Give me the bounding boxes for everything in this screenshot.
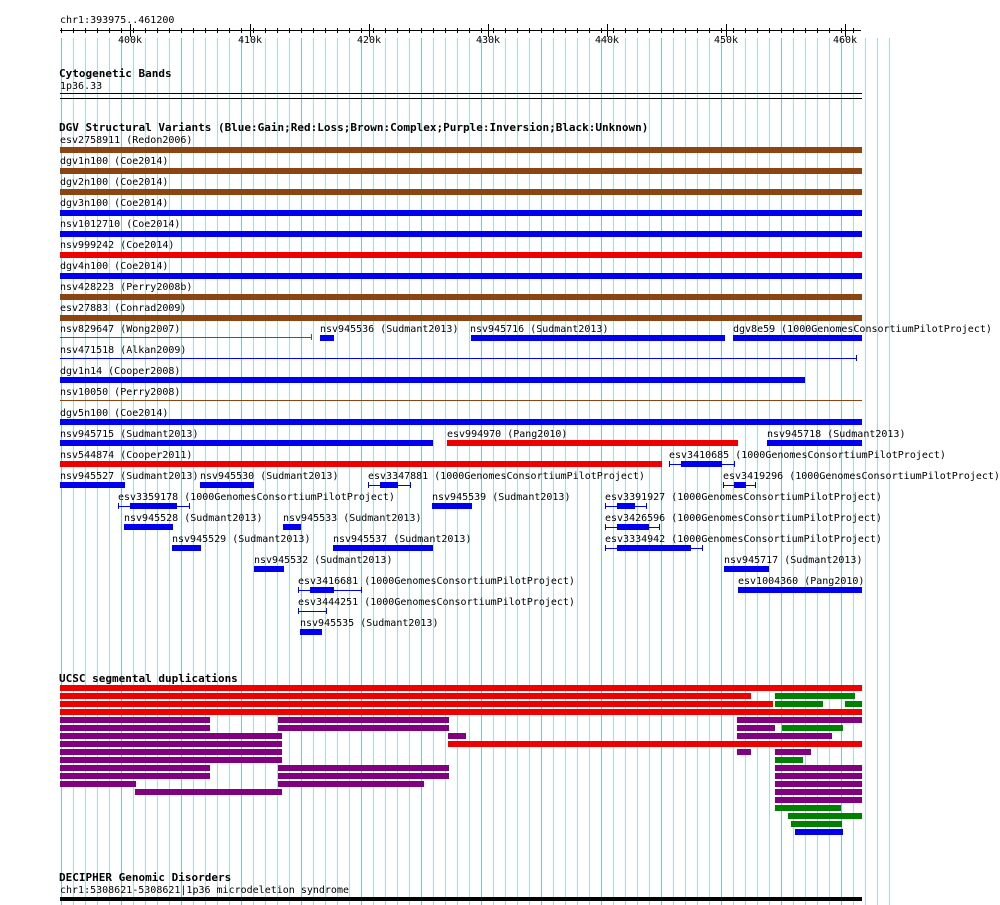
variant-bar-end[interactable]	[311, 334, 312, 340]
variant-bar[interactable]	[471, 335, 725, 341]
variant-bar[interactable]	[60, 252, 862, 258]
segdup-bar[interactable]	[278, 781, 424, 787]
variant-bar[interactable]	[310, 587, 334, 593]
variant-bar[interactable]	[300, 629, 322, 635]
variant-label[interactable]: nsv945528 (Sudmant2013)	[124, 513, 263, 524]
variant-bar[interactable]	[733, 335, 862, 341]
variant-bar[interactable]	[60, 419, 862, 425]
segdup-bar[interactable]	[737, 749, 751, 755]
variant-label[interactable]: nsv945536 (Sudmant2013)	[320, 324, 459, 335]
dgv-track-title: DGV Structural Variants (Blue:Gain;Red:Loss;Brown:Complex;Purple:Inversion;Black:Unknown)	[59, 121, 649, 134]
segdup-bar[interactable]	[795, 829, 843, 835]
variant-label[interactable]: dgv3n100 (Coe2014)	[60, 198, 169, 209]
variant-bar[interactable]	[60, 294, 862, 300]
variant-label[interactable]: nsv945529 (Sudmant2013)	[172, 534, 311, 545]
variant-bar[interactable]	[60, 273, 862, 279]
variant-label[interactable]: dgv1n14 (Cooper2008)	[60, 366, 181, 377]
variant-bar[interactable]	[617, 524, 649, 530]
segdup-bar[interactable]	[448, 741, 862, 747]
segdup-bar[interactable]	[60, 741, 282, 747]
variant-label[interactable]: nsv10050 (Perry2008)	[60, 387, 181, 398]
variant-bar-end[interactable]	[326, 608, 327, 614]
ruler-tick-label: 460k	[833, 35, 858, 46]
segdup-bar[interactable]	[775, 693, 855, 699]
variant-bar[interactable]	[200, 482, 254, 488]
variant-label[interactable]: nsv1012710 (Coe2014)	[60, 219, 181, 230]
variant-label[interactable]: esv994970 (Pang2010)	[447, 429, 568, 440]
segdup-bar[interactable]	[775, 805, 841, 811]
segdup-bar[interactable]	[448, 733, 466, 739]
variant-bar[interactable]	[60, 482, 125, 488]
segdup-bar[interactable]	[60, 693, 751, 699]
variant-label[interactable]: esv3444251 (1000GenomesConsortiumPilotProject)	[298, 597, 575, 608]
variant-bar-end[interactable]	[856, 355, 857, 361]
variant-bar[interactable]	[60, 147, 862, 153]
variant-bar[interactable]	[767, 440, 862, 446]
variant-bar[interactable]	[380, 482, 398, 488]
segdup-bar[interactable]	[60, 773, 210, 779]
variant-label[interactable]: nsv945717 (Sudmant2013)	[724, 555, 863, 566]
variant-bar-end[interactable]	[755, 482, 756, 488]
variant-label[interactable]: esv2758911 (Redon2006)	[60, 135, 193, 146]
segdup-bar[interactable]	[737, 717, 862, 723]
variant-bar[interactable]	[738, 587, 862, 593]
variant-label[interactable]: nsv829647 (Wong2007)	[60, 324, 181, 335]
variant-label[interactable]: dgv8e59 (1000GenomesConsortiumPilotProject)	[733, 324, 992, 335]
variant-label[interactable]: nsv945535 (Sudmant2013)	[300, 618, 439, 629]
variant-label[interactable]: esv3347881 (1000GenomesConsortiumPilotProject)	[368, 471, 645, 482]
variant-bar-end[interactable]	[669, 461, 670, 467]
variant-label[interactable]: esv3426596 (1000GenomesConsortiumPilotProject)	[605, 513, 882, 524]
variant-bar-end[interactable]	[410, 482, 411, 488]
segdup-bar[interactable]	[60, 709, 862, 715]
ruler-tick-label: 400k	[118, 35, 143, 46]
variant-bar[interactable]	[172, 545, 201, 551]
variant-label[interactable]: nsv428223 (Perry2008b)	[60, 282, 193, 293]
decipher-track-title: DECIPHER Genomic Disorders	[59, 871, 232, 884]
segdup-bar[interactable]	[60, 749, 282, 755]
variant-bar[interactable]	[60, 400, 862, 401]
ruler-tick-label: 410k	[238, 35, 263, 46]
variant-bar[interactable]	[60, 358, 857, 359]
variant-bar-end[interactable]	[298, 587, 299, 593]
variant-label[interactable]: nsv945532 (Sudmant2013)	[254, 555, 393, 566]
variant-label[interactable]: nsv945537 (Sudmant2013)	[333, 534, 472, 545]
variant-bar[interactable]	[617, 503, 635, 509]
variant-bar[interactable]	[254, 566, 284, 572]
cyto-band-outline[interactable]	[60, 93, 862, 94]
variant-bar[interactable]	[432, 503, 472, 509]
variant-bar[interactable]	[60, 337, 312, 338]
ruler-tick-label: 430k	[476, 35, 501, 46]
decipher-entry-label[interactable]: chr1:5308621-5308621|1p36 microdeletion syndrome	[60, 885, 349, 896]
variant-bar-end[interactable]	[605, 524, 606, 530]
variant-bar-end[interactable]	[646, 503, 647, 509]
cyto-band-outline[interactable]	[60, 98, 862, 99]
variant-bar[interactable]	[124, 524, 173, 530]
segdup-bar[interactable]	[60, 781, 136, 787]
segdup-track-title: UCSC segmental duplications	[59, 672, 238, 685]
segdup-bar[interactable]	[782, 725, 843, 731]
variant-bar-end[interactable]	[361, 587, 362, 593]
segdup-bar[interactable]	[278, 773, 449, 779]
variant-label[interactable]: dgv1n100 (Coe2014)	[60, 156, 169, 167]
ruler-tick-label: 440k	[595, 35, 620, 46]
segdup-bar[interactable]	[775, 701, 823, 707]
variant-bar-end[interactable]	[605, 503, 606, 509]
segdup-bar[interactable]	[775, 773, 862, 779]
variant-label[interactable]: nsv945716 (Sudmant2013)	[470, 324, 609, 335]
segdup-bar[interactable]	[278, 725, 449, 731]
variant-bar[interactable]	[320, 335, 334, 341]
segdup-bar[interactable]	[775, 781, 862, 787]
variant-bar-end[interactable]	[605, 545, 606, 551]
variant-bar[interactable]	[617, 545, 691, 551]
cyto-track-title: Cytogenetic Bands	[59, 67, 172, 80]
variant-label[interactable]: esv3410685 (1000GenomesConsortiumPilotProject)	[669, 450, 946, 461]
segdup-bar[interactable]	[60, 685, 862, 691]
variant-bar[interactable]	[724, 566, 769, 572]
variant-label[interactable]: dgv2n100 (Coe2014)	[60, 177, 169, 188]
cyto-band-label: 1p36.33	[60, 81, 103, 92]
variant-bar[interactable]	[681, 461, 722, 467]
variant-label[interactable]: dgv4n100 (Coe2014)	[60, 261, 169, 272]
segdup-bar[interactable]	[60, 717, 210, 723]
variant-bar[interactable]	[60, 440, 433, 446]
variant-bar[interactable]	[60, 315, 862, 321]
variant-label[interactable]: esv3419296 (1000GenomesConsortiumPilotProject)	[723, 471, 1000, 482]
variant-bar-end[interactable]	[659, 524, 660, 530]
variant-bar[interactable]	[60, 210, 862, 216]
variant-label[interactable]: esv3416681 (1000GenomesConsortiumPilotProject)	[298, 576, 575, 587]
ruler-location: chr1:393975..461200	[60, 15, 175, 26]
variant-label[interactable]: dgv5n100 (Coe2014)	[60, 408, 169, 419]
segdup-bar[interactable]	[278, 717, 449, 723]
variant-bar-end[interactable]	[298, 608, 299, 614]
variant-bar[interactable]	[60, 461, 662, 467]
segdup-bar[interactable]	[775, 797, 862, 803]
variant-bar-end[interactable]	[723, 482, 724, 488]
variant-bar[interactable]	[60, 168, 862, 174]
segdup-bar[interactable]	[737, 725, 775, 731]
variant-label[interactable]: nsv945527 (Sudmant2013)	[60, 471, 199, 482]
segdup-bar[interactable]	[788, 813, 862, 819]
variant-bar[interactable]	[283, 524, 301, 530]
segdup-bar[interactable]	[775, 757, 803, 763]
variant-label[interactable]: nsv945718 (Sudmant2013)	[767, 429, 906, 440]
segdup-bar[interactable]	[845, 701, 862, 707]
variant-bar[interactable]	[60, 231, 862, 237]
variant-bar[interactable]	[734, 482, 746, 488]
segdup-bar[interactable]	[60, 733, 282, 739]
segdup-bar[interactable]	[60, 765, 210, 771]
variant-label[interactable]: nsv544874 (Cooper2011)	[60, 450, 193, 461]
segdup-bar[interactable]	[737, 733, 832, 739]
variant-label[interactable]: nsv999242 (Coe2014)	[60, 240, 175, 251]
variant-label[interactable]: nsv471518 (Alkan2009)	[60, 345, 187, 356]
variant-label[interactable]: nsv945533 (Sudmant2013)	[283, 513, 422, 524]
variant-label[interactable]: nsv945715 (Sudmant2013)	[60, 429, 199, 440]
variant-whisker[interactable]	[298, 611, 327, 612]
variant-label[interactable]: esv3391927 (1000GenomesConsortiumPilotProject)	[605, 492, 882, 503]
ruler-tick-label: 450k	[714, 35, 739, 46]
variant-label[interactable]: esv3359178 (1000GenomesConsortiumPilotProject)	[118, 492, 395, 503]
segdup-bar[interactable]	[775, 749, 811, 755]
variant-label[interactable]: nsv945539 (Sudmant2013)	[432, 492, 571, 503]
segdup-bar[interactable]	[775, 789, 862, 795]
variant-bar-end[interactable]	[702, 545, 703, 551]
segdup-bar[interactable]	[60, 701, 773, 707]
segdup-bar[interactable]	[791, 821, 842, 827]
variant-bar-end[interactable]	[189, 503, 190, 509]
segdup-bar[interactable]	[60, 725, 210, 731]
segdup-bar[interactable]	[278, 765, 449, 771]
segdup-bar[interactable]	[135, 789, 282, 795]
segdup-bar[interactable]	[775, 765, 862, 771]
variant-label[interactable]: esv1004360 (Pang2010)	[738, 576, 865, 587]
ruler-tick-label: 420k	[357, 35, 382, 46]
variant-bar[interactable]	[333, 545, 433, 551]
variant-bar[interactable]	[60, 189, 862, 195]
decipher-bar[interactable]	[60, 897, 862, 901]
variant-label[interactable]: esv27883 (Conrad2009)	[60, 303, 187, 314]
variant-bar-end[interactable]	[734, 461, 735, 467]
variant-label[interactable]: esv3334942 (1000GenomesConsortiumPilotProject)	[605, 534, 882, 545]
variant-bar-end[interactable]	[368, 482, 369, 488]
segdup-bar[interactable]	[60, 757, 282, 763]
variant-bar-end[interactable]	[118, 503, 119, 509]
variant-bar[interactable]	[60, 377, 805, 383]
variant-bar[interactable]	[130, 503, 177, 509]
variant-label[interactable]: nsv945530 (Sudmant2013)	[200, 471, 339, 482]
variant-bar[interactable]	[447, 440, 738, 446]
